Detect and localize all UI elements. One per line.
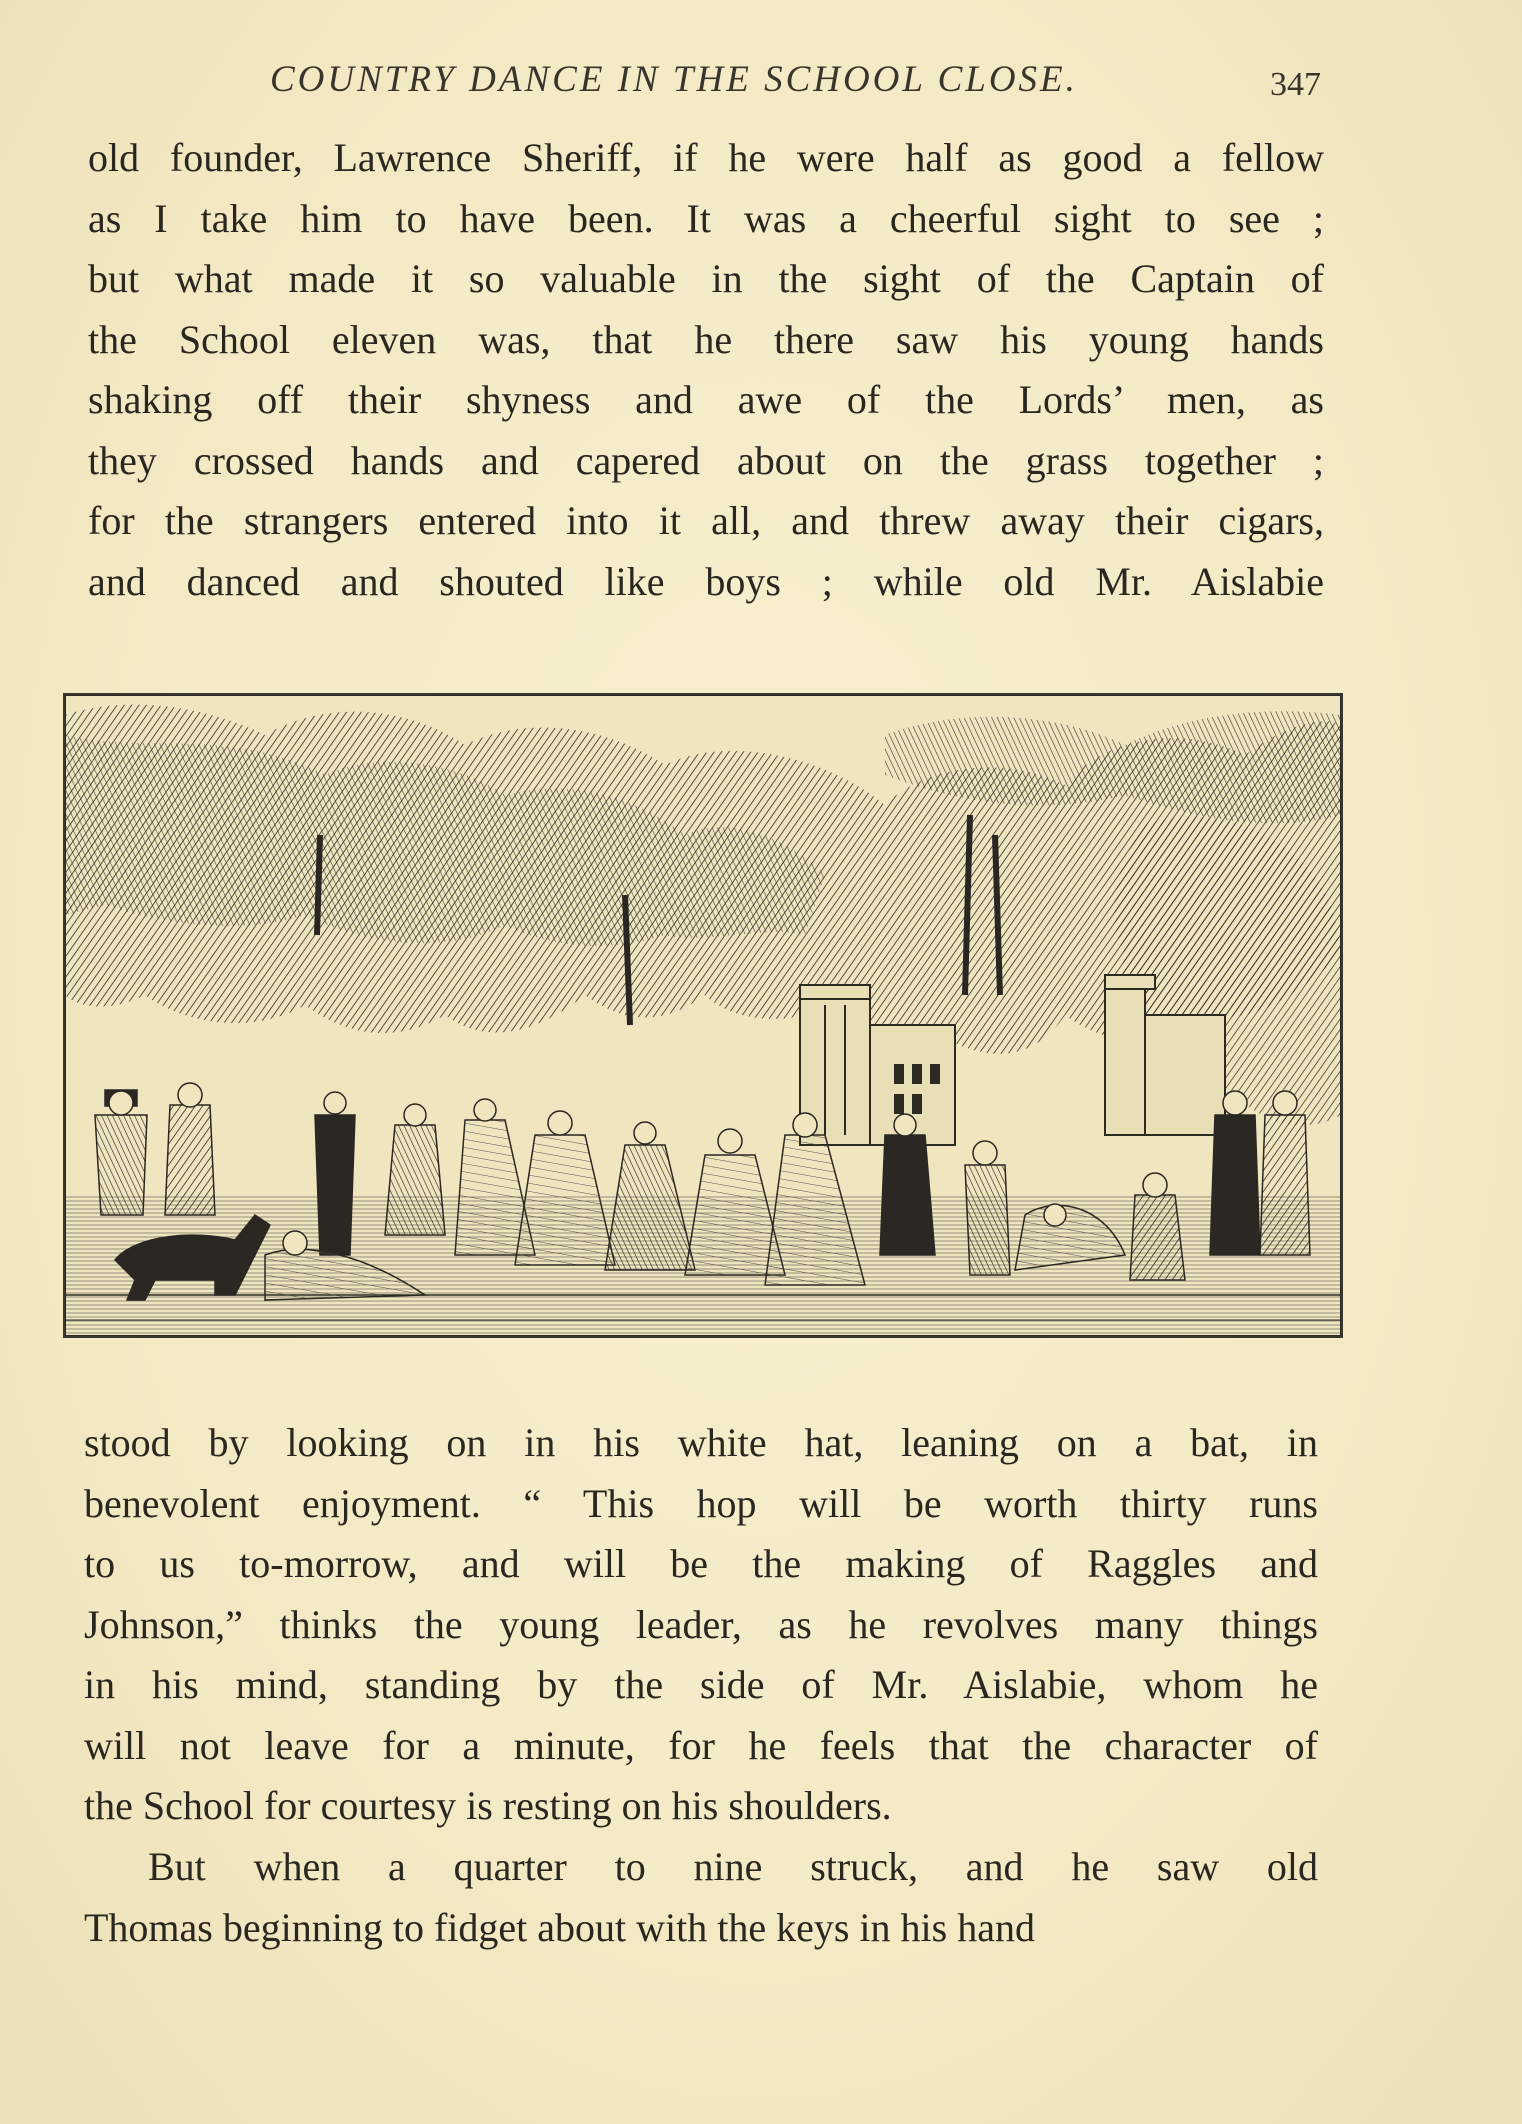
paragraph-2 xyxy=(84,1413,1318,1837)
text-line: in his mind, standing by the side of Mr. Aislabie, whom he xyxy=(84,1662,1318,1707)
engraving-illustration xyxy=(63,693,1343,1338)
page-number: 347 xyxy=(1270,66,1321,103)
text-line: but what made it so valuable in the sight of the Captain of xyxy=(88,256,1324,301)
text-line: shaking off their shyness and awe of the Lords’ men, as xyxy=(88,377,1324,422)
text-line: stood by looking on in his white hat, leaning on a bat, in xyxy=(84,1420,1318,1465)
text-line: But when a quarter to nine struck, and he saw old xyxy=(148,1844,1318,1889)
text-line: Johnson,” thinks the young leader, as he revolves many things xyxy=(84,1601,1318,1647)
text-line: Thomas beginning to fidget about with the keys in his hand xyxy=(84,1904,1035,1950)
text-line: the School eleven was, that he there saw his young hands xyxy=(88,316,1324,362)
text-line: as I take him to have been. It was a cheerful sight to see ; xyxy=(88,195,1324,241)
text-line: to us to-morrow, and will be the making of Raggles and xyxy=(84,1541,1318,1586)
text-line: they crossed hands and capered about on the grass together ; xyxy=(88,437,1324,483)
paragraph-1 xyxy=(88,128,1324,612)
text-line: old founder, Lawrence Sheriff, if he were half as good a fellow xyxy=(88,135,1324,180)
paragraph-3 xyxy=(84,1837,1318,1958)
text-line: benevolent enjoyment. “ This hop will be worth thirty runs xyxy=(84,1480,1318,1526)
text-line: for the strangers entered into it all, and threw away their cigars, xyxy=(88,498,1324,543)
text-line: will not leave for a minute, for he feels that the character of xyxy=(84,1722,1318,1768)
engraving-image xyxy=(65,695,1341,1336)
text-line: and danced and shouted like boys ; while old Mr. Aislabie xyxy=(88,558,1324,604)
text-line: the School for courtesy is resting on his shoulders. xyxy=(84,1783,892,1828)
running-head: COUNTRY DANCE IN THE SCHOOL CLOSE. xyxy=(270,59,1078,100)
